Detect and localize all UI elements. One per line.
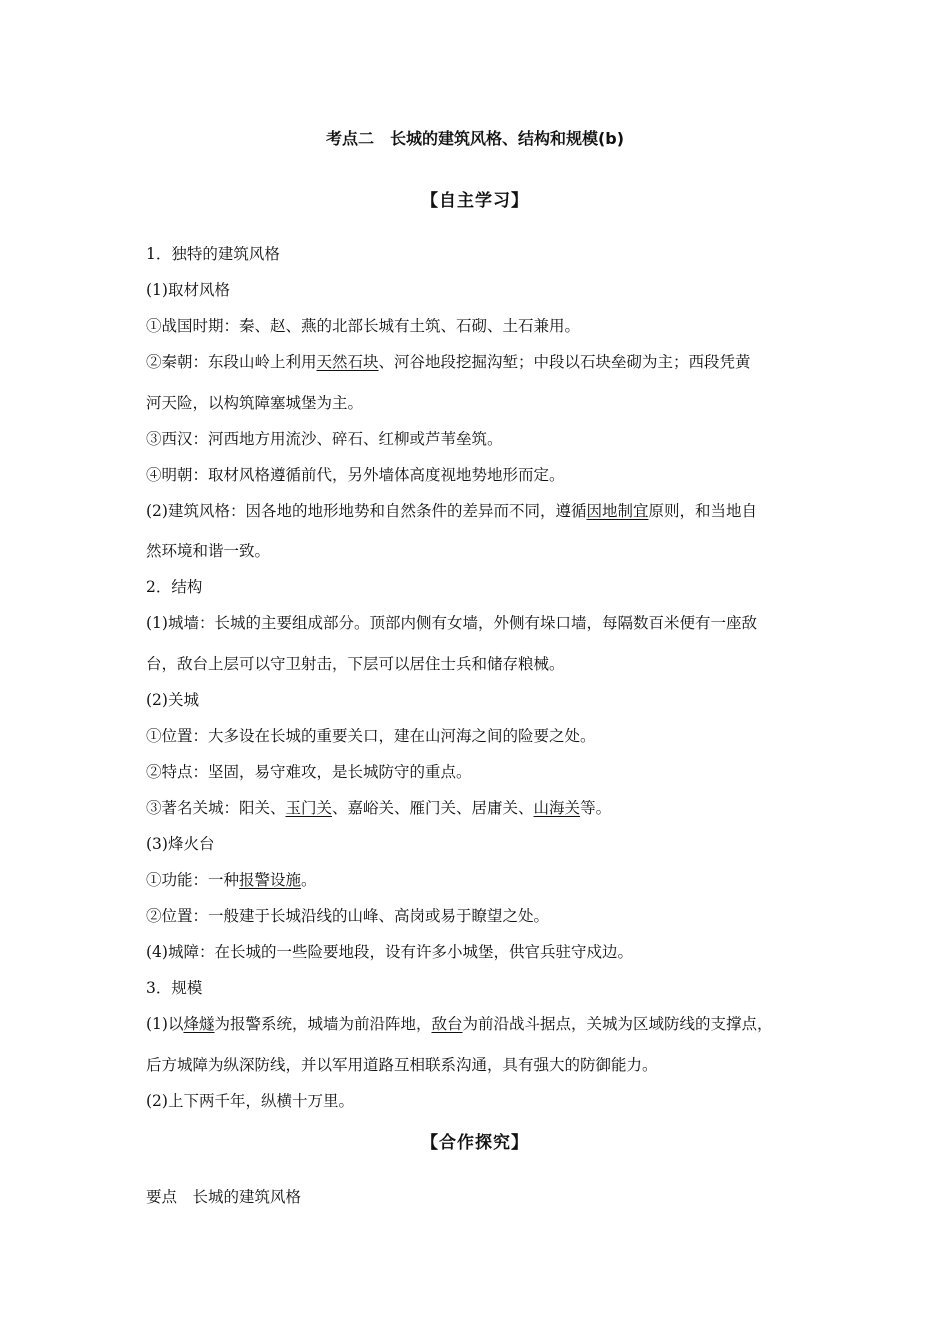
text-line — [146, 868, 317, 890]
page-title: 考点二 长城的建筑风格、结构和规模(b) — [325, 129, 625, 148]
text-span: ②秦朝：东段山岭上利用 — [146, 353, 317, 371]
text-line: 3．规模 — [146, 979, 203, 997]
text-line: ③西汉：河西地方用流沙、碎石、红柳或芦苇垒筑。 — [146, 430, 503, 448]
text-line: 1．独特的建筑风格 — [146, 245, 280, 263]
text-line — [146, 499, 757, 521]
underlined-term: 烽燧 — [183, 1015, 215, 1033]
text-line: 要点 长城的建筑风格 — [146, 1188, 302, 1206]
underlined-term: 敌台 — [431, 1015, 463, 1033]
text-line: 后方城障为纵深防线，并以军用道路互相联系沟通，具有强大的防御能力。 — [146, 1056, 658, 1074]
text-span: ①功能：一种 — [146, 871, 240, 889]
text-line — [146, 1012, 773, 1034]
underlined-term: 天然石块 — [316, 353, 379, 371]
text-span: 、嘉峪关、雁门关、居庸关、 — [332, 799, 534, 817]
underlined-term: 山海关 — [533, 799, 581, 817]
text-line: (3)烽火台 — [146, 835, 215, 853]
text-span: 等。 — [580, 799, 612, 817]
text-span: 为报警系统，城墙为前沿阵地， — [214, 1015, 432, 1033]
text-line: (2)上下两千年，纵横十万里。 — [146, 1092, 354, 1110]
section-heading-cooperative-inquiry: 【合作探究】 — [421, 1133, 529, 1153]
text-line — [146, 796, 611, 818]
text-line: 台，敌台上层可以守卫射击，下层可以居住士兵和储存粮械。 — [146, 655, 565, 673]
text-span: 为前沿战斗据点，关城为区域防线的支撑点， — [462, 1015, 773, 1033]
text-line: ④明朝：取材风格遵循前代，另外墙体高度视地势地形而定。 — [146, 466, 565, 484]
text-span: ③著名关城：阳关、 — [146, 799, 286, 817]
underlined-term: 玉门关 — [285, 799, 333, 817]
text-line: 河天险，以构筑障塞城堡为主。 — [146, 394, 364, 412]
text-span: (2)建筑风格：因各地的地形地势和自然条件的差异而不同，遵循 — [146, 502, 587, 520]
text-line: 2．结构 — [146, 578, 203, 596]
section-heading-self-study: 【自主学习】 — [421, 191, 529, 211]
text-line: ①位置：大多设在长城的重要关口，建在山河海之间的险要之处。 — [146, 727, 596, 745]
text-span: 原则，和当地自 — [648, 502, 757, 520]
text-line: (1)取材风格 — [146, 281, 230, 299]
text-span: 、河谷地段挖掘沟堑；中段以石块垒砌为主；西段凭黄 — [378, 353, 751, 371]
text-span: 。 — [301, 871, 317, 889]
underlined-term: 因地制宜 — [586, 502, 649, 520]
text-line: (1)城墙：长城的主要组成部分。顶部内侧有女墙，外侧有垛口墙，每隔数百米便有一座敌 — [146, 614, 757, 632]
underlined-term: 报警设施 — [239, 871, 302, 889]
text-line: ②特点：坚固，易守难攻，是长城防守的重点。 — [146, 763, 472, 781]
text-line — [146, 350, 751, 372]
text-line: ②位置：一般建于长城沿线的山峰、高岗或易于瞭望之处。 — [146, 907, 550, 925]
text-line: 然环境和谐一致。 — [146, 542, 271, 560]
text-line: (4)城障：在长城的一些险要地段，设有许多小城堡，供官兵驻守戍边。 — [146, 943, 633, 961]
text-line: (2)关城 — [146, 691, 199, 709]
text-line: ①战国时期：秦、赵、燕的北部长城有土筑、石砌、土石兼用。 — [146, 317, 581, 335]
text-span: (1)以 — [146, 1015, 184, 1033]
